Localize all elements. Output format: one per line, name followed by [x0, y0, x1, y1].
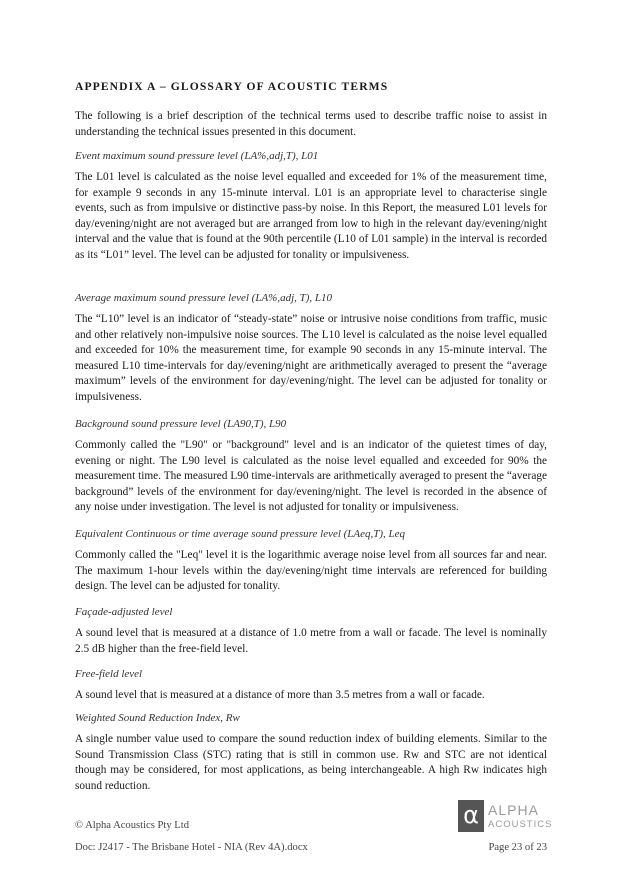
intro-paragraph: The following is a brief description of the technical terms used to describe traffic noise to assist in understanding the technical issues presented in this document. — [75, 110, 547, 138]
term-title-facade: Façade-adjusted level — [75, 606, 173, 618]
term-body-free-field: A sound level that is measured at a distance of more than 3.5 metres from a wall or facade. — [75, 689, 485, 701]
term-body-l01: The L01 level is calculated as the noise level equalled and exceeded for 1% of the measurement time, for example 9 seconds in any 15-minute interval. L01 is an appropriate level to characterise single events, such as from impulsive or distinctive pass-by noise. In this Report, the measured L01 levels for day/evening/night are not averaged but are arranged from low to high in the relevant day/evening/night interval and the value that is found at the 90th percentile (L10 of L01 sample) in the interval is recorded as its “L01” level. The level can be adjusted for tonality or impulsiveness. — [75, 171, 547, 261]
term-body-rw: A single number value used to compare the sound reduction index of building elements. Similar to the Sound Transmission Class (STC) rating that is still in common use. Rw and STC are not identical though may be considered, for most applications, as being interchangeable. A high Rw indicates high sound reduction. — [75, 733, 547, 792]
logo-word-acoustics: ACOUSTICS — [488, 819, 553, 830]
page-heading: APPENDIX A – GLOSSARY OF ACOUSTIC TERMS — [75, 80, 389, 93]
term-title-l10: Average maximum sound pressure level (LA%,adj, T), L10 — [75, 292, 333, 304]
term-title-l90: Background sound pressure level (LA90,T), L90 — [75, 418, 287, 430]
term-title-rw: Weighted Sound Reduction Index, Rw — [75, 712, 240, 724]
term-body-l90: Commonly called the "L90" or "background" level and is an indicator of the quietest times of day, evening or night. The L90 level is calculated as the noise level equalled and exceeded for 90% the measurement time. The measured L90 time-intervals are arithmetically averaged to present the “average background” levels of the environment for day/evening/night. The level is recorded in the absence of any noise under investigation. The level is not adjusted for tonality or impulsiveness. — [75, 439, 547, 514]
logo-word-alpha: ALPHA — [488, 802, 539, 818]
footer-copyright: © Alpha Acoustics Pty Ltd — [75, 820, 189, 831]
footer-page-number: Page 23 of 23 — [488, 842, 547, 853]
term-title-free-field: Free-field level — [75, 668, 143, 680]
footer-doc-name: Doc: J2417 - The Brisbane Hotel - NIA (Rev 4A).docx — [75, 842, 308, 853]
alpha-logo-icon: α — [458, 800, 484, 832]
term-title-leq: Equivalent Continuous or time average sound pressure level (LAeq,T), Leq — [75, 528, 406, 540]
term-body-facade: A sound level that is measured at a distance of 1.0 metre from a wall or facade. The level is nominally 2.5 dB higher than the free-field level. — [75, 627, 547, 655]
term-body-leq: Commonly called the "Leq" level it is the logarithmic average noise level from all sources far and near. The maximum 1-hour levels within the day/evening/night time intervals are referenced for building design. The level can be adjusted for tonality. — [75, 549, 547, 593]
term-body-l10: The “L10” level is an indicator of “steady-state” noise or intrusive noise conditions from traffic, music and other relatively non-impulsive noise sources. The L10 level is calculated as the noise level equalled and exceeded for 10% the measurement time, for example 90 seconds in any 15-minute interval. The measured L10 time-intervals for day/evening/night are arithmetically averaged to present the “average maximum” levels of the environment for day/evening/night. The level can be adjusted for tonality or impulsiveness. — [75, 313, 547, 403]
company-logo — [458, 800, 553, 832]
term-title-l01: Event maximum sound pressure level (LA%,adj,T), L01 — [75, 150, 319, 162]
